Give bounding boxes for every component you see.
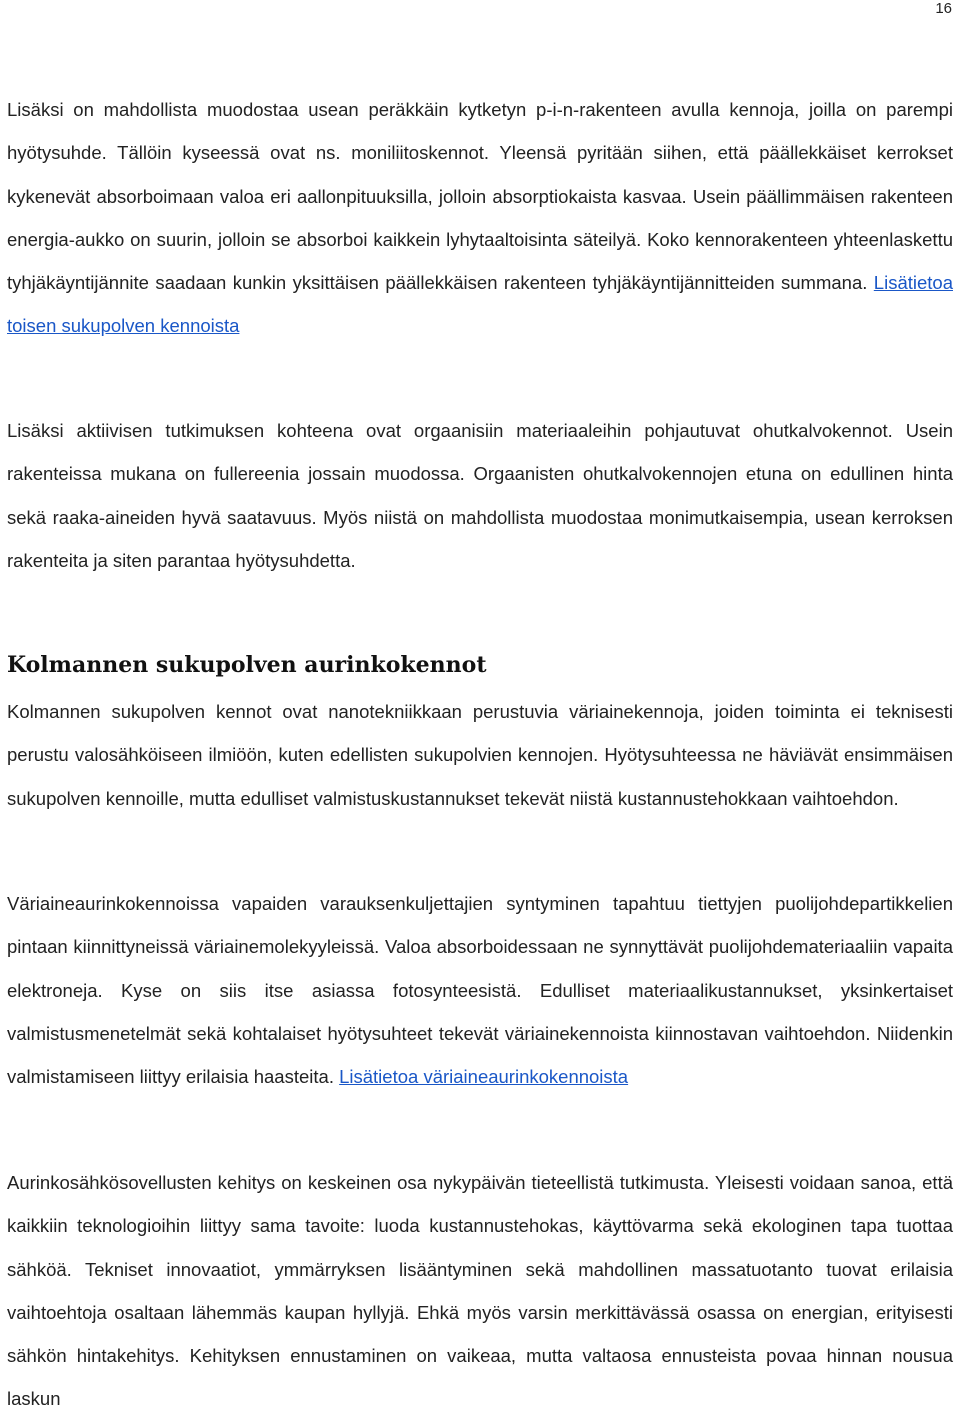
paragraph-multijunction	[7, 88, 953, 348]
paragraph-text: Lisäksi on mahdollista muodostaa usean peräkkäin kytketyn p-i-n-rakenteen avulla kennoja, joilla on parempi hyötysuhde. Tällöin kyseessä ovat ns. moniliitoskennot. Yleensä pyritään siihen, että päällekkäiset kerrokset kykenevät absorboimaan valoa eri aallonpituuksilla, jolloin absorptiokaista kasvaa. Usein päällimmäisen rakenteen energia-aukko on suurin, jolloin se absorboi kaikkein lyhytaaltoisinta säteilyä. Koko kennorakenteen yhteenlaskettu tyhjäkäyntijännite saadaan kunkin yksittäisen päällekkäisen rakenteen tyhjäkäyntijännitteiden summana.	[7, 99, 953, 294]
paragraph-development	[7, 1161, 953, 1421]
dye-cells-info-link[interactable]: Lisätietoa väriaineaurinkokennoista	[339, 1066, 629, 1088]
paragraph-dye-cells	[7, 882, 953, 1098]
section-heading: Kolmannen sukupolven aurinkokennot	[7, 652, 487, 678]
paragraph-text: Lisäksi aktiivisen tutkimuksen kohteena ovat orgaanisiin materiaaleihin pohjautuvat ohutkalvokennot. Usein rakenteissa mukana on fullereenia jossain muodossa. Orgaanisten ohutkalvokennojen etuna on edullinen hinta sekä raaka-aineiden hyvä saatavuus. Myös niistä on mahdollista muodostaa monimutkaisempia, usean kerroksen rakenteita ja siten parantaa hyötysuhdetta.	[7, 420, 953, 571]
paragraph-text: Aurinkosähkösovellusten kehitys on keskeinen osa nykypäivän tieteellistä tutkimusta. Yleisesti voidaan sanoa, että kaikkiin teknologioihin liittyy sama tavoite: luoda kustannustehokas, käyttövarma sekä ekologinen tapa tuottaa sähköä. Tekniset innovaatiot, ymmärryksen lisääntyminen sekä mahdollinen massatuotanto tuovat erilaisia vaihtoehtoja osaltaan lähemmäs kaupan hyllyjä. Ehkä myös varsin merkittävässä osassa on energian, erityisesti sähkön hintakehitys. Kehityksen ennustaminen on vaikeaa, mutta valtaosa ennusteista povaa hinnan nousua laskun	[7, 1172, 953, 1410]
paragraph-organic-cells	[7, 409, 953, 582]
second-generation-info-link[interactable]: Lisätietoa toisen sukupolven kennoista	[7, 272, 953, 337]
paragraph-third-generation	[7, 690, 953, 820]
paragraph-text: Väriaineaurinkokennoissa vapaiden varauksenkuljettajien syntyminen tapahtuu tiettyjen puolijohdepartikkelien pintaan kiinnittyneissä väriainemolekyyleissä. Valoa absorboidessaan ne synnyttävät puolijohdemateriaaliin vapaita elektroneja. Kyse on siis itse asiassa fotosynteesistä. Edulliset materiaalikustannukset, yksinkertaiset valmistusmenetelmät sekä kohtalaiset hyötysuhteet tekevät väriainekennoista kiinnostavan vaihtoehdon. Niidenkin valmistamiseen liittyy erilaisia haasteita.	[7, 893, 953, 1088]
page-number: 16	[935, 0, 952, 17]
paragraph-text: Kolmannen sukupolven kennot ovat nanotekniikkaan perustuvia väriainekennoja, joiden toiminta ei teknisesti perustu valosähköiseen ilmiöön, kuten edellisten sukupolvien kennojen. Hyötysuhteessa ne häviävät ensimmäisen sukupolven kennoille, mutta edulliset valmistuskustannukset tekevät niistä kustannustehokkaan vaihtoehdon.	[7, 701, 953, 809]
